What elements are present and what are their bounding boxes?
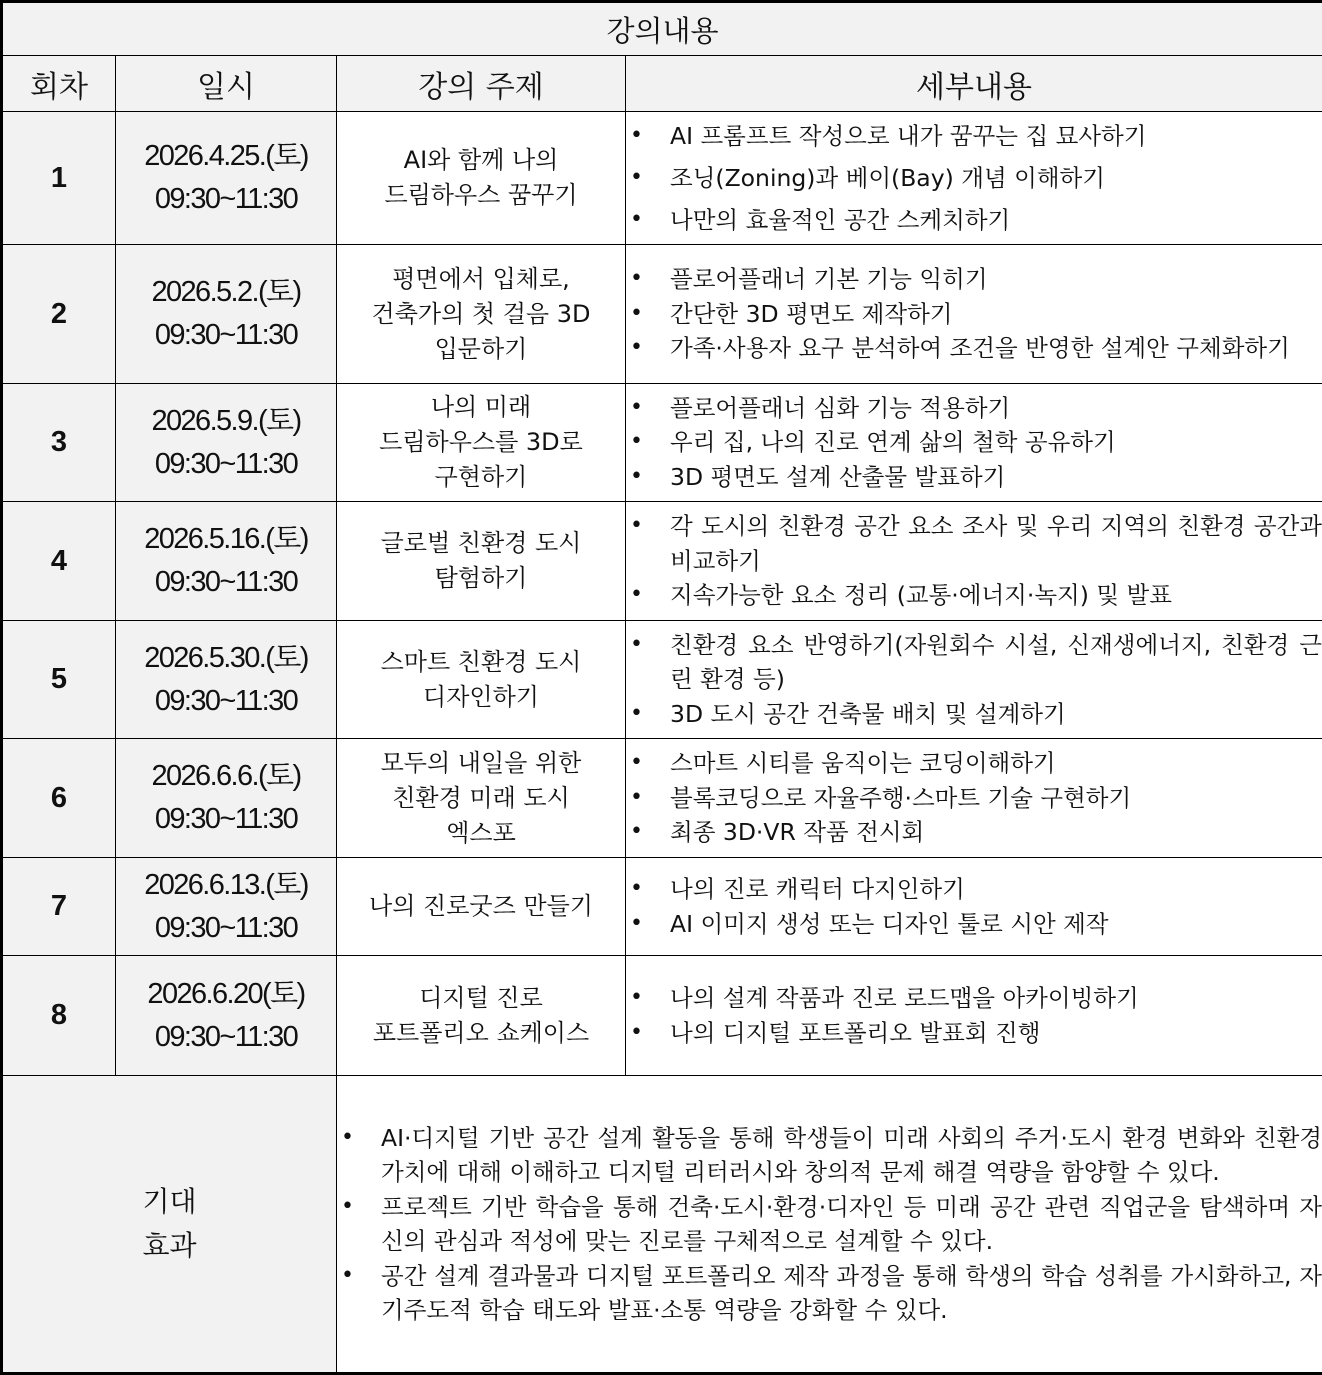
session-datetime xyxy=(116,739,337,858)
table-row xyxy=(2,858,1322,956)
detail-item: • 친환경 요소 반영하기(자원회수 시설, 신재생에너지, 친환경 근린 환경 등) xyxy=(626,628,1322,697)
detail-item: • 우리 집, 나의 진로 연계 삶의 철학 공유하기 xyxy=(626,425,1322,460)
expected-effects-label xyxy=(2,1076,337,1374)
session-number: 8 xyxy=(2,956,116,1076)
header-topic: 강의 주제 xyxy=(337,56,626,112)
table-row xyxy=(2,739,1322,858)
topic-line: 탐험하기 xyxy=(434,564,528,592)
detail-item: • 각 도시의 친환경 공간 요소 조사 및 우리 지역의 친환경 공간과 비교하기 xyxy=(626,509,1322,578)
detail-item: • 블록코딩으로 자율주행·스마트 기술 구현하기 xyxy=(626,781,1322,816)
detail-item: • 조닝(Zoning)과 베이(Bay) 개념 이해하기 xyxy=(626,157,1322,199)
session-details xyxy=(626,858,1322,956)
expected-effects-content xyxy=(337,1076,1322,1374)
label-line: 기대 xyxy=(142,1185,197,1218)
table-row xyxy=(2,384,1322,502)
topic-line: 평면에서 입체로, xyxy=(392,264,570,293)
table-row xyxy=(2,245,1322,384)
session-topic xyxy=(337,502,626,621)
detail-item: • 나만의 효율적인 공간 스케치하기 xyxy=(626,199,1322,241)
detail-item: • 스마트 시티를 움직이는 코딩이해하기 xyxy=(626,746,1322,781)
session-date: 2026.6.13.(토) xyxy=(144,868,308,901)
topic-line: 입문하기 xyxy=(434,334,528,363)
session-details xyxy=(626,956,1322,1076)
session-datetime xyxy=(116,502,337,621)
detail-item: • AI 프롬프트 작성으로 내가 꿈꾸는 집 묘사하기 xyxy=(626,115,1322,157)
detail-item: • 나의 진로 캐릭터 다지인하기 xyxy=(626,872,1322,907)
session-details xyxy=(626,621,1322,739)
detail-item: • 플로어플래너 기본 기능 익히기 xyxy=(626,262,1322,297)
session-time: 09:30~11:30 xyxy=(154,566,298,598)
topic-line: 모두의 내일을 위한 xyxy=(380,748,582,777)
session-details xyxy=(626,112,1322,245)
detail-item: • 지속가능한 요소 정리 (교통·에너지·녹지) 및 발표 xyxy=(626,578,1322,613)
session-topic xyxy=(337,245,626,384)
session-date: 2026.5.9.(토) xyxy=(151,404,301,437)
session-datetime xyxy=(116,384,337,502)
topic-line: 나의 진로굿즈 만들기 xyxy=(369,892,593,920)
session-time: 09:30~11:30 xyxy=(154,183,298,215)
header-session: 회차 xyxy=(2,56,116,112)
topic-line: 포트폴리오 쇼케이스 xyxy=(372,1018,590,1047)
detail-item: • 3D 평면도 설계 산출물 발표하기 xyxy=(626,460,1322,495)
session-number: 3 xyxy=(2,384,116,502)
detail-item: • 가족·사용자 요구 분석하여 조건을 반영한 설계안 구체화하기 xyxy=(626,331,1322,366)
table-row xyxy=(2,112,1322,245)
session-date: 2026.5.16.(토) xyxy=(144,523,308,555)
session-datetime xyxy=(116,858,337,956)
header-datetime: 일시 xyxy=(116,56,337,112)
topic-line: 디자인하기 xyxy=(423,682,539,711)
session-time: 09:30~11:30 xyxy=(154,319,298,351)
session-number: 1 xyxy=(2,112,116,245)
label-line: 효과 xyxy=(142,1229,197,1262)
detail-item: • AI 이미지 생성 또는 디자인 툴로 시안 제작 xyxy=(626,907,1322,942)
session-date: 2026.5.2.(토) xyxy=(151,276,301,308)
effect-item: • 프로젝트 기반 학습을 통해 건축·도시·환경·디자인 등 미래 공간 관련 직업군을 탐색하며 자신의 관심과 적성에 맞는 진로를 구체적으로 설계할 수 있다. xyxy=(337,1190,1322,1259)
session-number: 6 xyxy=(2,739,116,858)
session-details xyxy=(626,384,1322,502)
session-number: 2 xyxy=(2,245,116,384)
session-number: 4 xyxy=(2,502,116,621)
session-details xyxy=(626,245,1322,384)
expected-effects-row xyxy=(2,1076,1322,1374)
effect-item: • 공간 설계 결과물과 디지털 포트폴리오 제작 과정을 통해 학생의 학습 성취를 가시화하고, 자기주도적 학습 태도와 발표·소통 역량을 강화할 수 있다. xyxy=(337,1259,1322,1328)
session-datetime xyxy=(116,245,337,384)
topic-line: AI와 함께 나의 xyxy=(403,146,559,174)
session-time: 09:30~11:30 xyxy=(154,1020,298,1053)
table-row xyxy=(2,502,1322,621)
session-date: 2026.6.20(토) xyxy=(147,977,305,1010)
detail-item: • 간단한 3D 평면도 제작하기 xyxy=(626,297,1322,332)
session-topic xyxy=(337,739,626,858)
session-date: 2026.4.25.(토) xyxy=(144,140,308,172)
session-number: 5 xyxy=(2,621,116,739)
session-date: 2026.5.30.(토) xyxy=(144,641,308,674)
topic-line: 건축가의 첫 걸음 3D xyxy=(371,299,591,328)
session-time: 09:30~11:30 xyxy=(154,803,298,835)
topic-line: 엑스포 xyxy=(446,818,516,847)
topic-line: 친환경 미래 도시 xyxy=(392,783,570,812)
header-row xyxy=(2,56,1322,112)
detail-item: • 3D 도시 공간 건축물 배치 및 설계하기 xyxy=(626,697,1322,732)
table-row xyxy=(2,956,1322,1076)
session-datetime xyxy=(116,112,337,245)
session-topic xyxy=(337,621,626,739)
topic-line: 글로벌 친환경 도시 xyxy=(380,529,582,557)
session-topic xyxy=(337,384,626,502)
topic-line: 나의 미래 xyxy=(430,393,532,421)
session-datetime xyxy=(116,621,337,739)
session-time: 09:30~11:30 xyxy=(154,684,298,717)
session-details xyxy=(626,502,1322,621)
topic-line: 드림하우스를 3D로 xyxy=(379,428,583,456)
header-details: 세부내용 xyxy=(626,56,1322,112)
topic-line: 스마트 친환경 도시 xyxy=(380,647,582,676)
detail-item: • 플로어플래너 심화 기능 적용하기 xyxy=(626,391,1322,426)
session-details xyxy=(626,739,1322,858)
session-topic xyxy=(337,112,626,245)
session-number: 7 xyxy=(2,858,116,956)
effect-item: • AI·디지털 기반 공간 설계 활동을 통해 학생들이 미래 사회의 주거·도시 환경 변화와 친환경 가치에 대해 이해하고 디지털 리터러시와 창의적 문제 해결 역량을 함양할 수 있다. xyxy=(337,1121,1322,1190)
detail-item: • 최종 3D·VR 작품 전시회 xyxy=(626,815,1322,850)
session-datetime xyxy=(116,956,337,1076)
detail-item: • 나의 설계 작품과 진로 로드맵을 아카이빙하기 xyxy=(626,981,1322,1016)
detail-item: • 나의 디지털 포트폴리오 발표회 진행 xyxy=(626,1016,1322,1051)
topic-line: 드림하우스 꿈꾸기 xyxy=(384,181,578,209)
session-topic xyxy=(337,956,626,1076)
session-date: 2026.6.6.(토) xyxy=(151,760,301,792)
topic-line: 디지털 진로 xyxy=(419,983,543,1012)
session-time: 09:30~11:30 xyxy=(154,911,298,944)
topic-line: 구현하기 xyxy=(434,463,528,491)
title-row xyxy=(2,2,1322,56)
session-time: 09:30~11:30 xyxy=(154,447,298,480)
table-row xyxy=(2,621,1322,739)
table-title: 강의내용 xyxy=(2,2,1322,56)
session-topic xyxy=(337,858,626,956)
